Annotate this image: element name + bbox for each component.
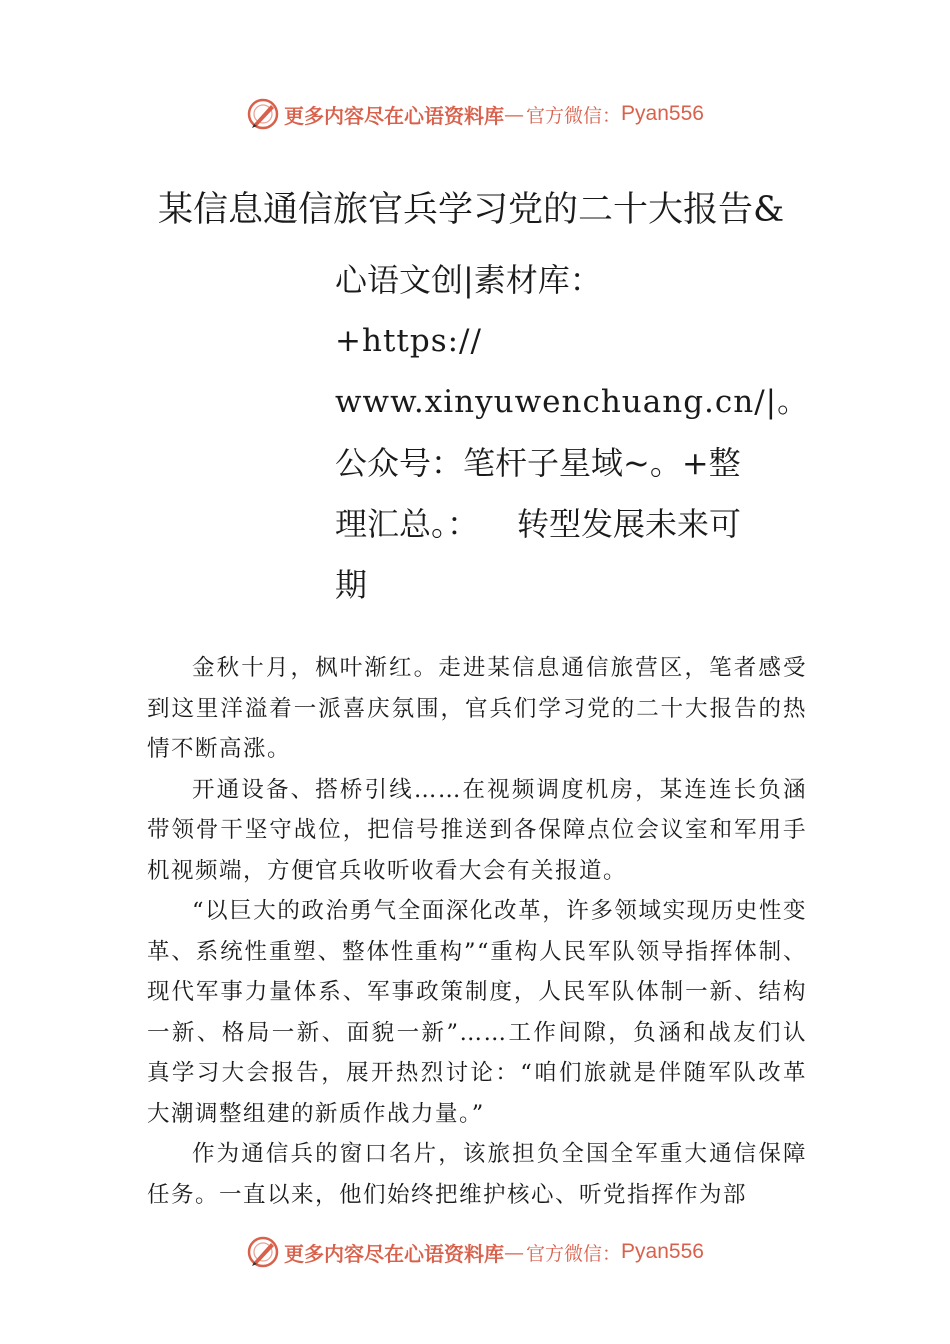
title-line-4: www.xinyuwenchuang.cn/|。 — [335, 384, 810, 420]
title-line-6a: 理汇总。： — [335, 505, 480, 543]
title-line-3: +https:// — [335, 323, 482, 359]
title-line-5: 公众号：笔杆子星域~。+整 — [335, 444, 741, 482]
banner-dash: — — [504, 1240, 525, 1264]
paragraph: “以巨大的政治勇气全面深化改革，许多领域实现历史性变革、系统性重塑、整体性重构”“重构人民军队领导指挥体制、现代军事力量体系、军事政策制度，人民军队体制一新、结构一新、格局一新、面貌一新”……工作间隙，负涵和战友们认真学习大会报告，展开热烈讨论：“咱们旅就是伴随军队改革大潮调整组建的新质作战力量。” — [147, 898, 807, 1127]
pen-circle-logo-icon — [246, 1235, 280, 1269]
header-banner — [0, 94, 950, 134]
title-line-6 — [335, 494, 785, 555]
banner-wechat-id: Pyan556 — [621, 1240, 704, 1263]
title-line-7: 期 — [335, 566, 368, 604]
title-line-6b: 转型发展未来可 — [517, 505, 742, 543]
banner-wechat-label: 官方微信： — [526, 1242, 622, 1265]
title-line-2: 心语文创|素材库： — [335, 261, 602, 299]
banner-main-text: 更多内容尽在心语资料库 — [284, 1241, 505, 1266]
banner-main-text: 更多内容尽在心语资料库 — [284, 103, 505, 128]
footer-banner — [0, 1232, 950, 1272]
article-body — [147, 648, 807, 1215]
pen-circle-logo-icon — [246, 97, 280, 131]
paragraph: 金秋十月，枫叶渐红。走进某信息通信旅营区，笔者感受到这里洋溢着一派喜庆氛围，官兵们学习党的二十大报告的热情不断高涨。 — [147, 655, 807, 762]
banner-dash: — — [504, 102, 525, 126]
title-continuation — [335, 250, 810, 616]
banner-wechat-id: Pyan556 — [621, 102, 704, 125]
banner-wechat-label: 官方微信： — [526, 104, 622, 127]
document-title: 某信息通信旅官兵学习党的二十大报告& — [158, 190, 785, 230]
paragraph: 作为通信兵的窗口名片，该旅担负全国全军重大通信保障任务。一直以来，他们始终把维护核心、听党指挥作为部 — [147, 1141, 807, 1208]
paragraph: 开通设备、搭桥引线……在视频调度机房，某连连长负涵带领骨干坚守战位，把信号推送到各保障点位会议室和军用手机视频端，方便官兵收听收看大会有关报道。 — [147, 776, 807, 884]
